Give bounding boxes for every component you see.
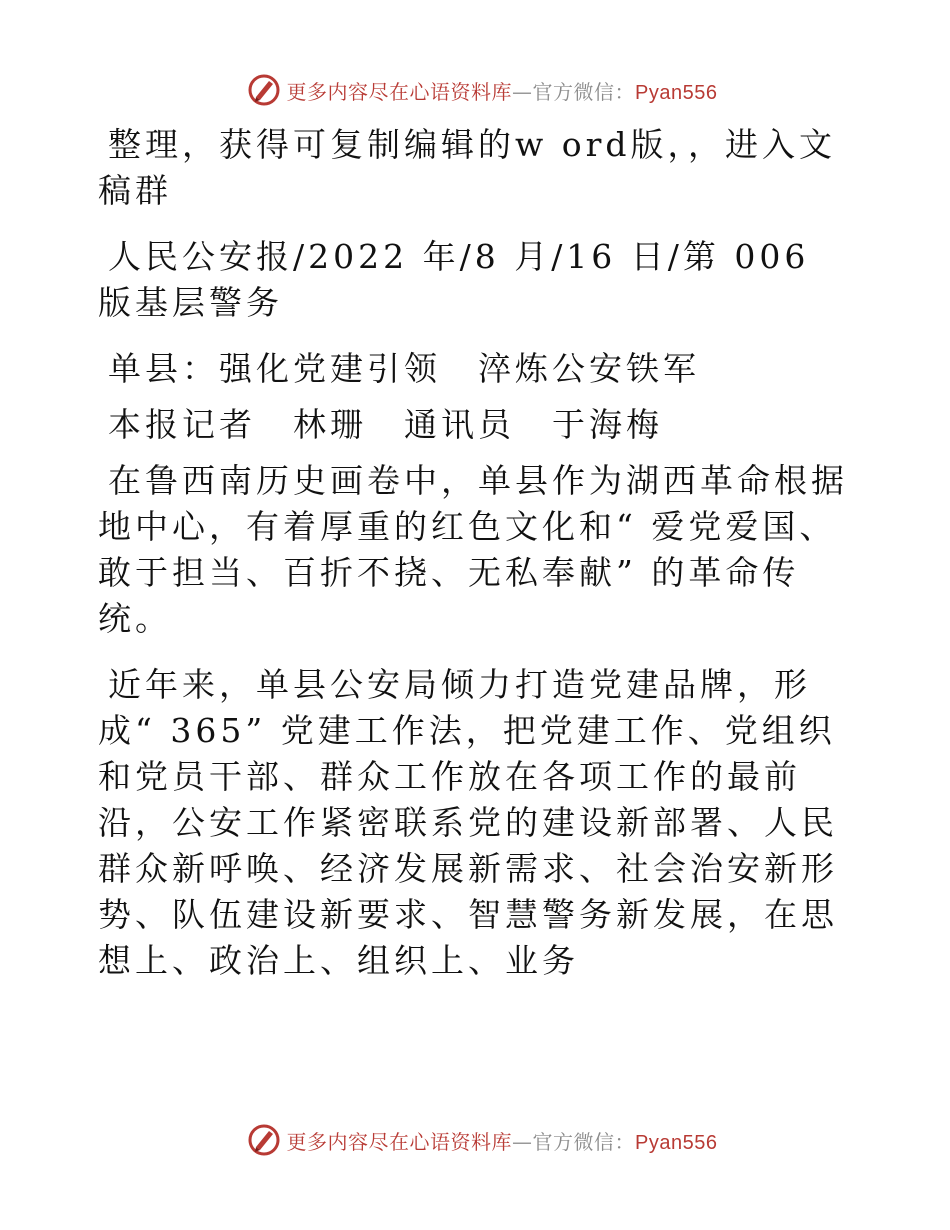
byline: 本报记者 林珊 通讯员 于海梅 [108, 405, 663, 444]
body-paragraph: 近年来，单县公安局倾力打造党建品牌，形成“ 365” 党建工作法，把党建工作、党组织和党员干部、群众工作放在各项工作的最前沿，公安工作紧密联系党的建设新部署、人民群众新呼唤、经济发展新需求、社会治安新形势、队伍建设新要求、智慧警务新发展，在思想上、政治上、组织上、业务 [98, 665, 838, 980]
body-paragraph: 在鲁西南历史画卷中，单县作为湖西革命根据地中心，有着厚重的红色文化和“ 爱党爱国、敢于担当、百折不挠、无私奉献” 的革命传统。 [98, 461, 848, 638]
pen-logo-icon [247, 1123, 281, 1157]
footer-watermark-banner [0, 1120, 950, 1160]
banner-text: 更多内容尽在心语资料库—官方微信：Pyan556 [286, 1129, 718, 1154]
article-title: 单县：强化党建引领 淬炼公安铁军 [108, 349, 700, 388]
header-watermark-banner [0, 70, 950, 110]
source-line: 人民公安报/2022 年/8 月/16 日/第 006 版基层警务 [98, 237, 810, 322]
banner-text: 更多内容尽在心语资料库—官方微信：Pyan556 [286, 79, 718, 104]
document-body [98, 122, 858, 1004]
intro-note: 整理，获得可复制编辑的w ord版，，进入文稿群 [98, 125, 837, 210]
pen-logo-icon [247, 73, 281, 107]
